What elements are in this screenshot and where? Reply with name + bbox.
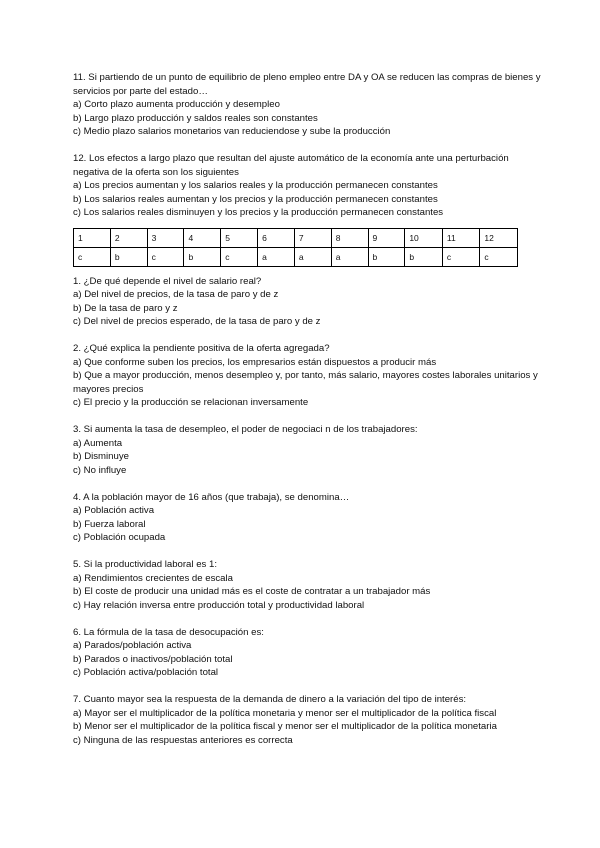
table-cell: b bbox=[184, 247, 221, 266]
question-title: 6. La fórmula de la tasa de desocupación es: bbox=[73, 626, 264, 638]
question-title: 1. ¿De qué depende el nivel de salario real? bbox=[73, 275, 262, 287]
option-b: b) Largo plazo producción y saldos reales son constantes bbox=[73, 112, 318, 124]
option-c: c) Hay relación inversa entre producción total y productividad laboral bbox=[73, 599, 365, 611]
document-page bbox=[73, 71, 543, 747]
option-b: b) De la tasa de paro y z bbox=[73, 302, 178, 314]
table-cell: 11 bbox=[442, 228, 479, 247]
option-c: c) Medio plazo salarios monetarios van reduciendose y sube la producción bbox=[73, 126, 391, 137]
table-cell: c bbox=[74, 247, 111, 266]
question-title: 7. Cuanto mayor sea la respuesta de la demanda de dinero a la variación del tipo de interés: bbox=[73, 694, 467, 705]
option-a: a) Mayor ser el multiplicador de la política monetaria y menor ser el multiplicador de la política fiscal bbox=[73, 707, 497, 719]
question-title: 12. Los efectos a largo plazo que resultan del ajuste automático de la economía ante una perturbación negativa de la oferta son los siguientes bbox=[73, 153, 509, 178]
option-b: b) Los salarios reales aumentan y los precios y la producción permanecen constantes bbox=[73, 193, 438, 205]
answer-letter-row bbox=[74, 247, 518, 266]
table-cell: c bbox=[147, 247, 184, 266]
option-a: a) Parados/población activa bbox=[73, 640, 192, 651]
question-11 bbox=[73, 71, 543, 139]
option-a: a) Corto plazo aumenta producción y desempleo bbox=[73, 99, 280, 110]
option-c: c) Del nivel de precios esperado, de la tasa de paro y de z bbox=[73, 316, 321, 327]
table-cell: 2 bbox=[110, 228, 147, 247]
table-cell: c bbox=[221, 247, 258, 266]
option-a: a) Los precios aumentan y los salarios reales y la producción permanecen constantes bbox=[73, 180, 438, 191]
option-c: c) Los salarios reales disminuyen y los precios y la producción permanecen constantes bbox=[73, 207, 444, 218]
table-cell: 8 bbox=[331, 228, 368, 247]
question-4 bbox=[73, 491, 543, 545]
question-1 bbox=[73, 275, 543, 329]
question-6 bbox=[73, 626, 543, 680]
option-a: a) Del nivel de precios, de la tasa de paro y de z bbox=[73, 289, 279, 300]
table-cell: 12 bbox=[480, 228, 518, 247]
option-b: b) Fuerza laboral bbox=[73, 518, 146, 530]
question-7 bbox=[73, 693, 543, 747]
table-cell: b bbox=[405, 247, 443, 266]
question-3 bbox=[73, 423, 543, 477]
option-b: b) Parados o inactivos/población total bbox=[73, 653, 233, 665]
table-cell: 9 bbox=[368, 228, 405, 247]
option-b: b) Disminuye bbox=[73, 451, 129, 462]
table-cell: b bbox=[368, 247, 405, 266]
question-title: 2. ¿Qué explica la pendiente positiva de la oferta agregada? bbox=[73, 343, 330, 354]
table-cell: 6 bbox=[258, 228, 295, 247]
question-title: 3. Si aumenta la tasa de desempleo, el poder de negociaci n de los trabajadores: bbox=[73, 424, 418, 435]
option-a: a) Rendimientos crecientes de escala bbox=[73, 572, 233, 584]
question-5 bbox=[73, 558, 543, 612]
table-cell: 10 bbox=[405, 228, 443, 247]
question-2 bbox=[73, 342, 543, 410]
question-title: 11. Si partiendo de un punto de equilibrio de pleno empleo entre DA y OA se reducen las compras de bienes y servicios por parte del estado… bbox=[73, 72, 541, 97]
question-title: 4. A la población mayor de 16 años (que trabaja), se denomina… bbox=[73, 491, 350, 503]
table-cell: a bbox=[331, 247, 368, 266]
option-c: c) No influye bbox=[73, 464, 127, 476]
table-cell: 1 bbox=[74, 228, 111, 247]
option-a: a) Población activa bbox=[73, 505, 155, 516]
table-cell: a bbox=[294, 247, 331, 266]
option-c: c) El precio y la producción se relacionan inversamente bbox=[73, 397, 309, 408]
question-number-row bbox=[74, 228, 518, 247]
question-title: 5. Si la productividad laboral es 1: bbox=[73, 559, 217, 570]
option-c: c) Población activa/población total bbox=[73, 667, 219, 678]
option-c: c) Ninguna de las respuestas anteriores es correcta bbox=[73, 734, 293, 746]
table-cell: 5 bbox=[221, 228, 258, 247]
table-cell: c bbox=[442, 247, 479, 266]
option-b: b) Menor ser el multiplicador de la política fiscal y menor ser el multiplicador de la política monetaria bbox=[73, 721, 497, 732]
table-cell: 7 bbox=[294, 228, 331, 247]
option-a: a) Aumenta bbox=[73, 437, 123, 449]
table-cell: 4 bbox=[184, 228, 221, 247]
table-cell: b bbox=[110, 247, 147, 266]
table-cell: c bbox=[480, 247, 518, 266]
option-b: b) El coste de producir una unidad más es el coste de contratar a un trabajador más bbox=[73, 586, 431, 597]
option-a: a) Que conforme suben los precios, los empresarios están dispuestos a producir más bbox=[73, 356, 437, 368]
table-cell: a bbox=[258, 247, 295, 266]
table-cell: 3 bbox=[147, 228, 184, 247]
question-12 bbox=[73, 152, 543, 220]
option-c: c) Población ocupada bbox=[73, 532, 166, 543]
answer-key-table bbox=[73, 228, 518, 267]
option-b: b) Que a mayor producción, menos desempleo y, por tanto, más salario, mayores costes laborales unitarios y mayores precios bbox=[73, 370, 538, 395]
